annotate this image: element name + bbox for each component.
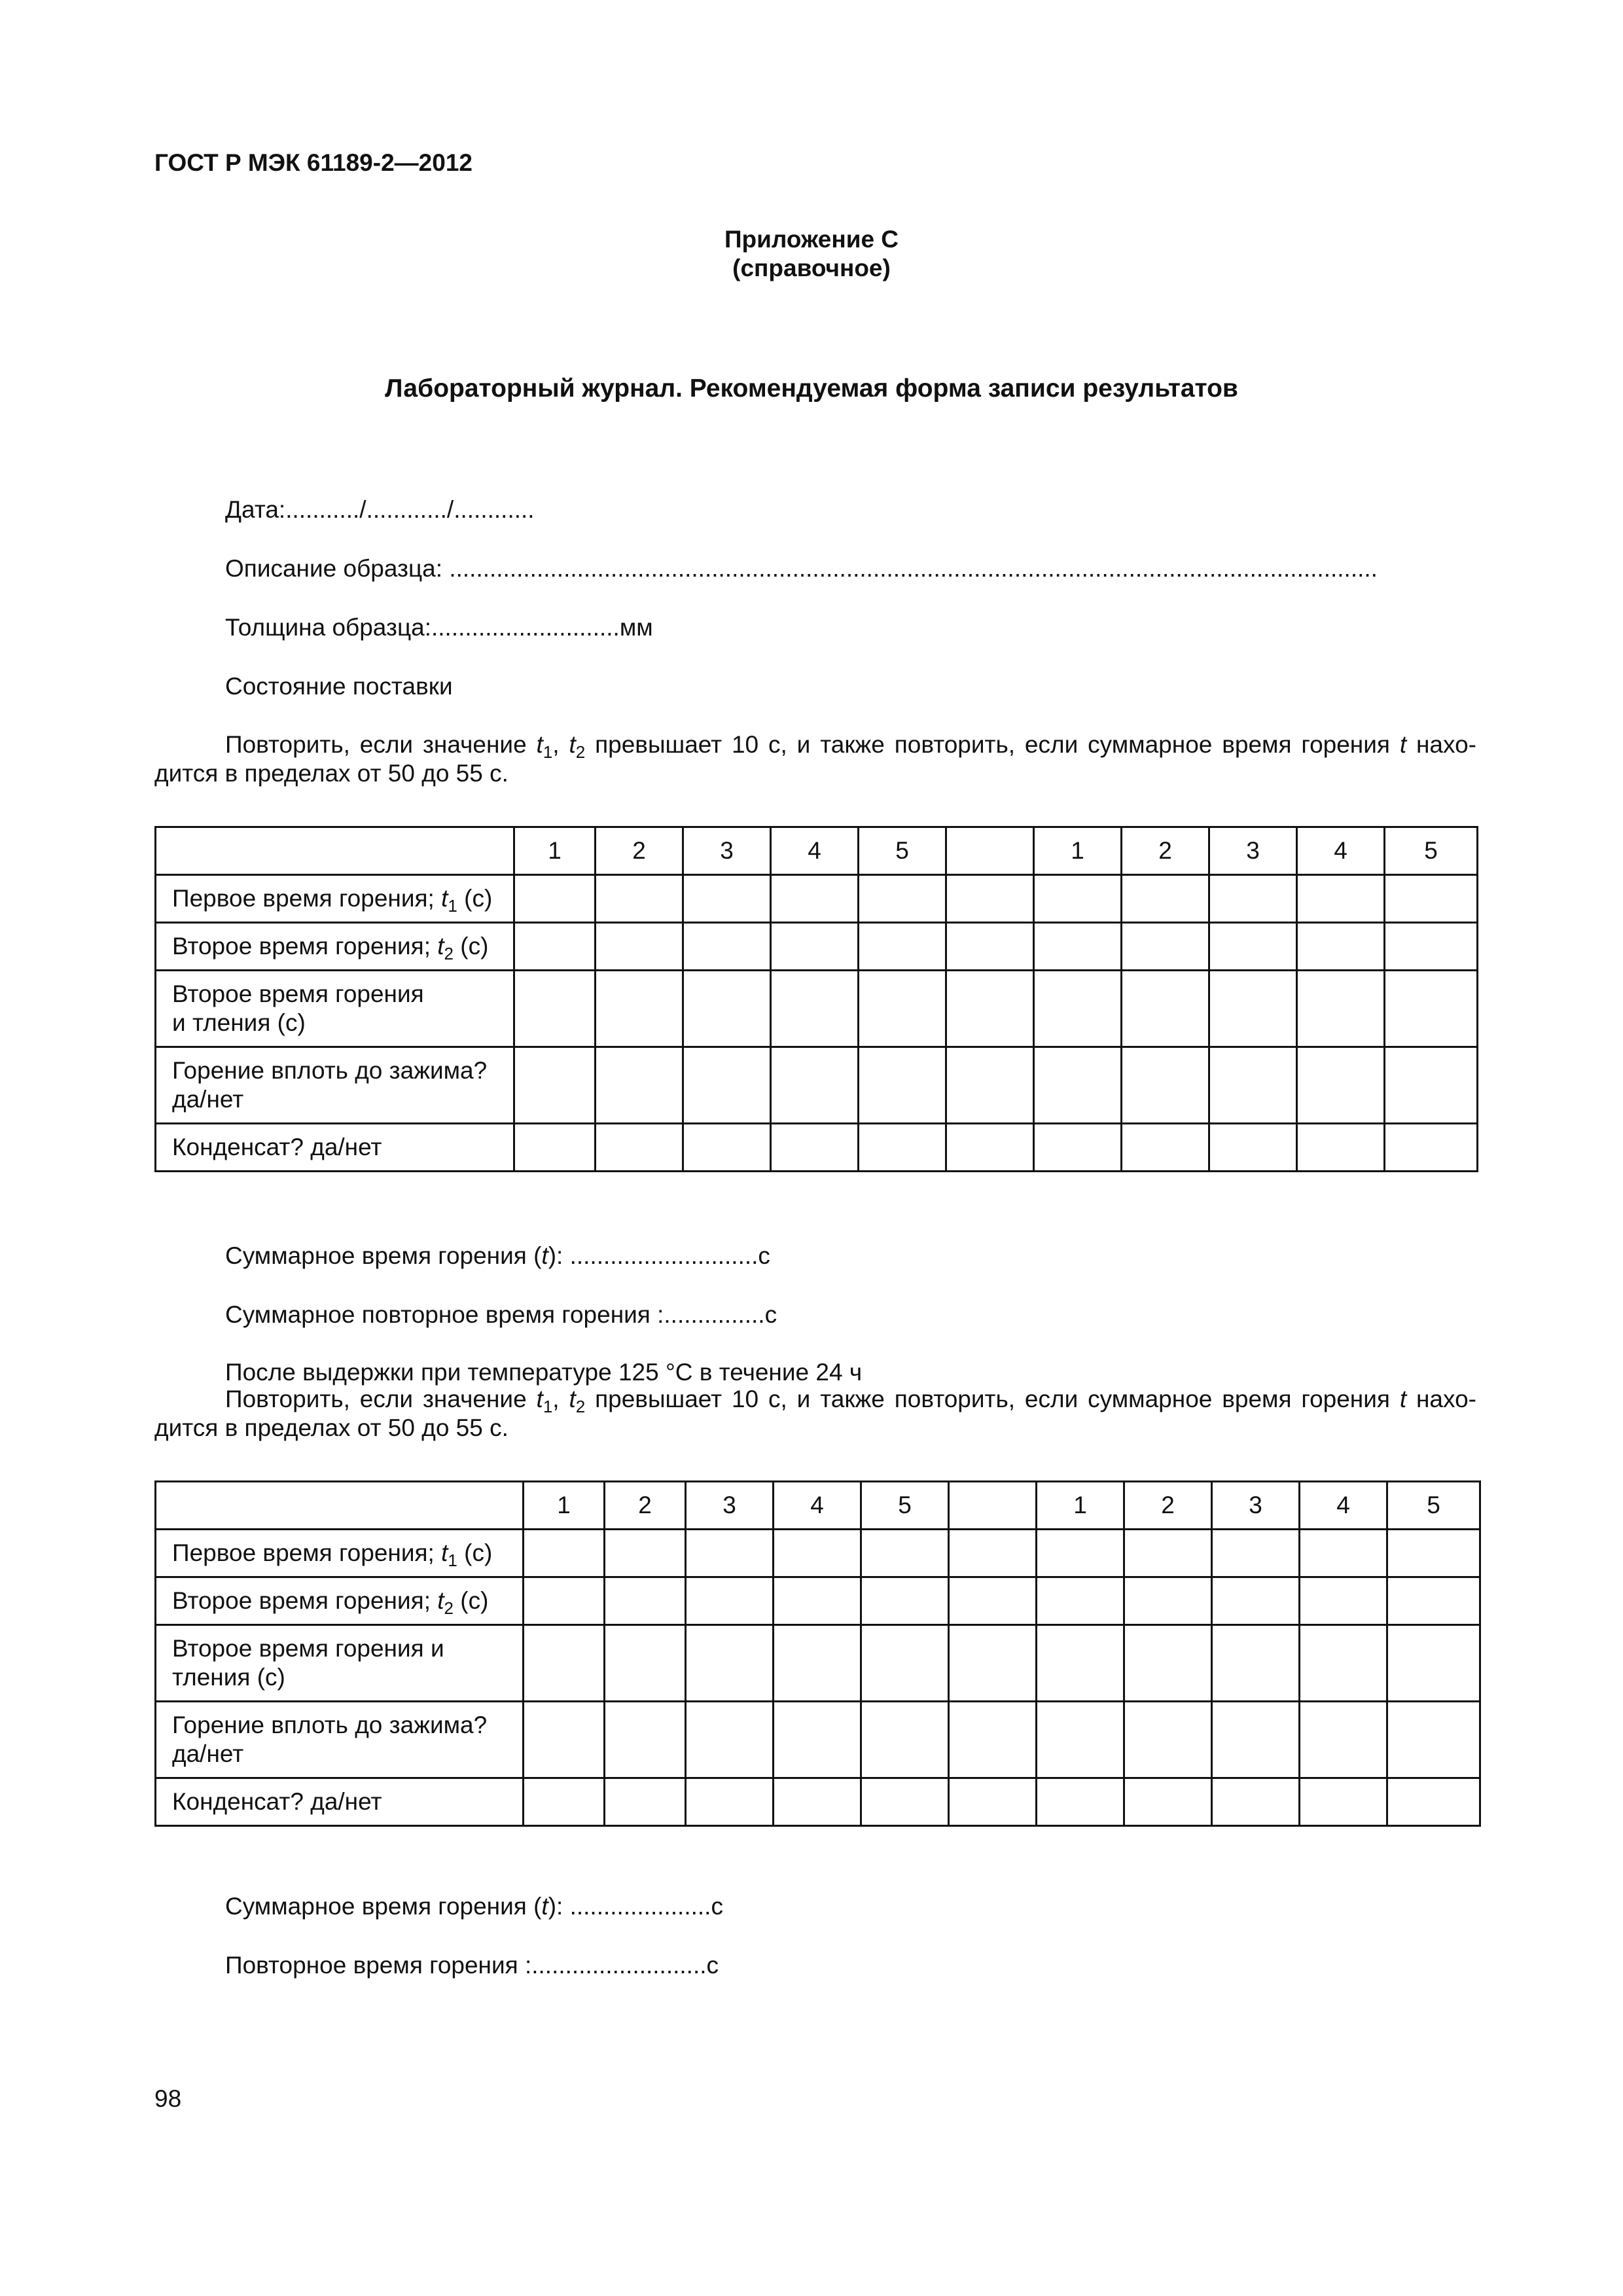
data-cell[interactable] [861, 1625, 949, 1702]
data-cell[interactable] [686, 1778, 774, 1826]
data-cell[interactable] [774, 1577, 861, 1625]
page-title: Лабораторный журнал. Рекомендуемая форма записи результатов [385, 374, 1238, 403]
data-cell[interactable] [683, 1047, 771, 1124]
data-cell[interactable] [1212, 1625, 1300, 1702]
table-row [156, 1702, 1480, 1778]
column-header: 1 [1037, 1482, 1124, 1530]
corner-cell [156, 1482, 524, 1530]
column-header: 5 [861, 1482, 949, 1530]
column-header: 4 [774, 1482, 861, 1530]
data-cell[interactable] [1034, 1047, 1122, 1124]
table-row [156, 1124, 1478, 1172]
table-row [156, 1778, 1480, 1826]
data-cell[interactable] [949, 1778, 1037, 1826]
table-row [156, 875, 1478, 923]
data-cell[interactable] [1209, 1124, 1297, 1172]
data-cell[interactable] [1037, 1778, 1124, 1826]
data-cell[interactable] [1297, 1124, 1385, 1172]
repeat-note-2: Повторить, если значение $t_1$, $t_2$ превышает 10 с, и также повторить, если суммарное время горения t нахо- дится в пределах от 50 до 55 с. [154, 1386, 1476, 1441]
column-header: 1 [524, 1482, 605, 1530]
data-cell[interactable] [861, 1778, 949, 1826]
data-cell[interactable] [1124, 1778, 1212, 1826]
column-header: 2 [596, 827, 683, 875]
row-label: Второе время горения и тления (с) [156, 1625, 524, 1702]
data-cell[interactable] [1212, 1778, 1300, 1826]
data-cell[interactable] [596, 1047, 683, 1124]
column-header: 3 [1212, 1482, 1300, 1530]
corner-cell [156, 827, 514, 875]
data-cell[interactable] [861, 1577, 949, 1625]
sample-description-field: Описание образца: .......................................................................................................................................... [225, 555, 1378, 582]
data-cell[interactable] [1387, 1702, 1480, 1778]
data-cell[interactable] [1297, 875, 1385, 923]
results-table-2 [154, 1480, 1481, 1827]
total-burn-time-2: Суммарное время горения (t): .....................с [225, 1893, 723, 1920]
data-cell[interactable] [514, 923, 596, 971]
data-cell[interactable] [596, 971, 683, 1047]
results-table-1 [154, 826, 1478, 1172]
data-cell[interactable] [514, 1124, 596, 1172]
appendix-label: Приложение С [724, 226, 899, 253]
data-cell[interactable] [1385, 923, 1478, 971]
data-cell[interactable] [1387, 1577, 1480, 1625]
data-cell[interactable] [596, 1124, 683, 1172]
repeat-burn-time-2: Повторное время горения :..........................с [225, 1952, 719, 1979]
table-header-row [156, 827, 1478, 875]
row-label: Второе время горения и тления (с) [156, 971, 514, 1047]
data-cell[interactable] [774, 1530, 861, 1577]
data-cell[interactable] [1122, 875, 1209, 923]
data-cell[interactable] [1297, 971, 1385, 1047]
data-cell[interactable] [774, 1625, 861, 1702]
data-cell[interactable] [946, 875, 1034, 923]
data-cell[interactable] [683, 923, 771, 971]
data-cell[interactable] [514, 971, 596, 1047]
data-cell[interactable] [605, 1702, 686, 1778]
data-cell[interactable] [859, 971, 946, 1047]
data-cell[interactable] [1387, 1778, 1480, 1826]
data-cell[interactable] [1122, 923, 1209, 971]
column-header: 2 [1124, 1482, 1212, 1530]
data-cell[interactable] [1385, 875, 1478, 923]
column-header: 1 [514, 827, 596, 875]
data-cell[interactable] [1212, 1577, 1300, 1625]
data-cell[interactable] [524, 1702, 605, 1778]
table-row [156, 1625, 1480, 1702]
data-cell[interactable] [1209, 875, 1297, 923]
column-header: 5 [1387, 1482, 1480, 1530]
column-header: 4 [1297, 827, 1385, 875]
data-cell[interactable] [605, 1625, 686, 1702]
data-cell[interactable] [1034, 1124, 1122, 1172]
data-cell[interactable] [524, 1577, 605, 1625]
column-header: 3 [1209, 827, 1297, 875]
row-label: Первое время горения; $t_1$ (с) [156, 875, 514, 923]
row-label: Конденсат? да/нет [156, 1124, 514, 1172]
data-cell[interactable] [1209, 1047, 1297, 1124]
data-cell[interactable] [683, 971, 771, 1047]
data-cell[interactable] [605, 1577, 686, 1625]
data-cell[interactable] [1387, 1530, 1480, 1577]
data-cell[interactable] [949, 1530, 1037, 1577]
column-header: 3 [683, 827, 771, 875]
data-cell[interactable] [524, 1778, 605, 1826]
data-cell[interactable] [1385, 1047, 1478, 1124]
data-cell[interactable] [859, 923, 946, 971]
delivery-state-field: Состояние поставки [225, 673, 453, 700]
sample-thickness-field: Толщина образца:............................мм [225, 614, 653, 641]
column-header [949, 1482, 1037, 1530]
column-header: 3 [686, 1482, 774, 1530]
table-row [156, 1530, 1480, 1577]
data-cell[interactable] [1300, 1577, 1387, 1625]
column-header: 4 [771, 827, 859, 875]
data-cell[interactable] [1212, 1530, 1300, 1577]
data-cell[interactable] [1037, 1577, 1124, 1625]
data-cell[interactable] [1034, 875, 1122, 923]
data-cell[interactable] [1124, 1577, 1212, 1625]
table-row [156, 971, 1478, 1047]
data-cell[interactable] [949, 1625, 1037, 1702]
repeat-note-1: Повторить, если значение $t_1$, $t_2$ превышает 10 с, и также повторить, если суммарное время горения t нахо- дится в пределах от 50 до 55 с. [154, 731, 1476, 787]
column-header: 5 [859, 827, 946, 875]
page-number: 98 [154, 2085, 182, 2112]
row-label: Горение вплоть до зажима? да/нет [156, 1702, 524, 1778]
data-cell[interactable] [596, 923, 683, 971]
table-header-row [156, 1482, 1480, 1530]
data-cell[interactable] [949, 1577, 1037, 1625]
total-repeat-burn-time-1: Суммарное повторное время горения :...............с [225, 1301, 777, 1328]
column-header: 2 [605, 1482, 686, 1530]
data-cell[interactable] [1124, 1702, 1212, 1778]
table-row [156, 1047, 1478, 1124]
data-cell[interactable] [514, 875, 596, 923]
row-label: Второе время горения; $t_2$ (с) [156, 1577, 524, 1625]
data-cell[interactable] [1212, 1702, 1300, 1778]
data-cell[interactable] [1037, 1702, 1124, 1778]
data-cell[interactable] [1124, 1530, 1212, 1577]
column-header: 4 [1300, 1482, 1387, 1530]
data-cell[interactable] [1300, 1530, 1387, 1577]
data-cell[interactable] [686, 1577, 774, 1625]
data-cell[interactable] [1300, 1702, 1387, 1778]
data-cell[interactable] [1034, 923, 1122, 971]
data-cell[interactable] [774, 1778, 861, 1826]
data-cell[interactable] [771, 923, 859, 971]
data-cell[interactable] [686, 1530, 774, 1577]
document-standard-header: ГОСТ Р МЭК 61189-2—2012 [154, 149, 473, 176]
row-label: Первое время горения; $t_1$ (с) [156, 1530, 524, 1577]
data-cell[interactable] [859, 1124, 946, 1172]
row-label: Второе время горения; $t_2$ (с) [156, 923, 514, 971]
data-cell[interactable] [946, 1047, 1034, 1124]
table-row [156, 1577, 1480, 1625]
data-cell[interactable] [1300, 1625, 1387, 1702]
aging-note: После выдержки при температуре 125 °С в течение 24 ч [225, 1359, 863, 1386]
data-cell[interactable] [771, 1124, 859, 1172]
appendix-type: (справочное) [732, 255, 891, 281]
data-cell[interactable] [1385, 1124, 1478, 1172]
data-cell[interactable] [596, 875, 683, 923]
data-cell[interactable] [1300, 1778, 1387, 1826]
row-label: Горение вплоть до зажима? да/нет [156, 1047, 514, 1124]
data-cell[interactable] [683, 875, 771, 923]
data-cell[interactable] [1385, 971, 1478, 1047]
data-cell[interactable] [949, 1702, 1037, 1778]
data-cell[interactable] [771, 971, 859, 1047]
data-cell[interactable] [859, 875, 946, 923]
data-cell[interactable] [859, 1047, 946, 1124]
data-cell[interactable] [771, 1047, 859, 1124]
row-label: Конденсат? да/нет [156, 1778, 524, 1826]
column-header [946, 827, 1034, 875]
data-cell[interactable] [774, 1702, 861, 1778]
total-burn-time-1: Суммарное время горения (t): ............................с [225, 1242, 770, 1269]
data-cell[interactable] [686, 1702, 774, 1778]
data-cell[interactable] [605, 1530, 686, 1577]
column-header: 2 [1122, 827, 1209, 875]
data-cell[interactable] [1037, 1625, 1124, 1702]
data-cell[interactable] [1209, 971, 1297, 1047]
data-cell[interactable] [605, 1778, 686, 1826]
date-field: Дата:.........../............/............ [225, 496, 535, 523]
data-cell[interactable] [1034, 971, 1122, 1047]
data-cell[interactable] [683, 1124, 771, 1172]
data-cell[interactable] [1297, 923, 1385, 971]
data-cell[interactable] [771, 875, 859, 923]
data-cell[interactable] [524, 1625, 605, 1702]
data-cell[interactable] [861, 1702, 949, 1778]
data-cell[interactable] [1387, 1625, 1480, 1702]
data-cell[interactable] [1037, 1530, 1124, 1577]
data-cell[interactable] [946, 923, 1034, 971]
data-cell[interactable] [946, 1124, 1034, 1172]
data-cell[interactable] [946, 971, 1034, 1047]
data-cell[interactable] [1297, 1047, 1385, 1124]
data-cell[interactable] [1209, 923, 1297, 971]
data-cell[interactable] [1122, 971, 1209, 1047]
data-cell[interactable] [1122, 1124, 1209, 1172]
data-cell[interactable] [1124, 1625, 1212, 1702]
data-cell[interactable] [514, 1047, 596, 1124]
data-cell[interactable] [1122, 1047, 1209, 1124]
data-cell[interactable] [686, 1625, 774, 1702]
data-cell[interactable] [524, 1530, 605, 1577]
table-row [156, 923, 1478, 971]
column-header: 1 [1034, 827, 1122, 875]
data-cell[interactable] [861, 1530, 949, 1577]
column-header: 5 [1385, 827, 1478, 875]
